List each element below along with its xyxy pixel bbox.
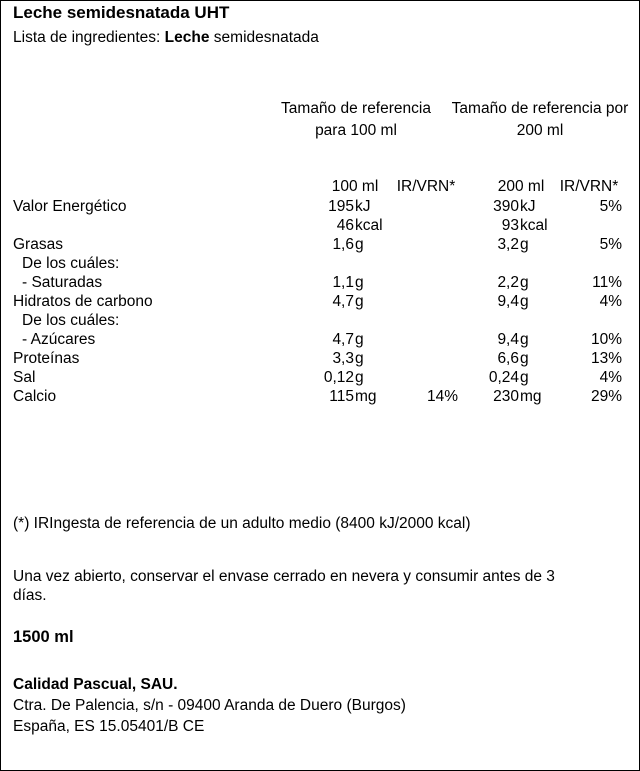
unit-200: g [520, 369, 529, 386]
unit-200: g [520, 350, 529, 367]
value-200: 9,4 [497, 293, 519, 310]
row-label: Sal [13, 369, 36, 386]
unit-200: g [520, 331, 529, 348]
product-title: Leche semidesnatada UHT [13, 3, 230, 22]
value-200: 6,6 [497, 350, 519, 367]
unit-100: kJ [355, 198, 371, 215]
value-200: 230 [493, 388, 519, 405]
header-ref-100-line1: Tamaño de referencia [281, 100, 431, 117]
row-label: Grasas [13, 236, 63, 253]
value-200: 9,4 [497, 331, 519, 348]
company-name: Calidad Pascual, SAU. [13, 676, 178, 693]
value-200: 390 [493, 198, 519, 215]
ir-200: 11% [592, 274, 622, 291]
unit-100: g [355, 274, 364, 291]
net-volume: 1500 ml [13, 628, 74, 646]
col-header-200ml: 200 ml [497, 178, 545, 195]
row-label: Valor Energético [13, 198, 127, 215]
row-label-sub: De los cuáles: [22, 312, 120, 329]
unit-100: g [355, 350, 364, 367]
ir-200: 4% [599, 369, 622, 386]
unit-100: g [355, 369, 364, 386]
ir-200: 5% [599, 198, 622, 215]
value-100: 115 [329, 388, 354, 405]
value-100: 46 [336, 217, 354, 234]
storage-instructions-line1: Una vez abierto, conservar el envase cerrado en nevera y consumir antes de 3 [13, 568, 555, 585]
ir-200: 10% [590, 331, 622, 348]
company-country-registry: España, ES 15.05401/B CE [13, 718, 205, 735]
value-100: 195 [328, 198, 354, 215]
unit-100: mg [355, 388, 377, 405]
row-label: Hidratos de carbono [13, 293, 153, 310]
value-200: 93 [501, 217, 519, 234]
unit-200: g [520, 293, 529, 310]
unit-200: kJ [520, 198, 536, 215]
value-100: 1,1 [332, 274, 354, 291]
company-address: Ctra. De Palencia, s/n - 09400 Aranda de Duero (Burgos) [13, 697, 406, 714]
ir-200: 5% [599, 236, 622, 253]
value-100: 0,12 [323, 369, 354, 386]
header-ref-200 [444, 98, 636, 142]
unit-100: kcal [355, 217, 383, 234]
ingredients-rest: semidesnatada [213, 29, 319, 46]
value-100: 1,6 [332, 236, 354, 253]
unit-100: g [355, 236, 364, 253]
col-header-irvrn-1: IR/VRN* [396, 178, 456, 195]
ingredients-main: Leche [164, 29, 210, 46]
unit-200: mg [520, 388, 542, 405]
ingredients-label: Lista de ingredientes: [13, 29, 161, 46]
ir-200: 4% [599, 293, 622, 310]
unit-100: g [355, 293, 364, 310]
footnote: (*) IRIngesta de referencia de un adulto medio (8400 kJ/2000 kcal) [13, 515, 471, 532]
ingredients-line [13, 29, 319, 47]
header-ref-200-line1: Tamaño de referencia por [451, 100, 629, 117]
storage-instructions-line2: días. [13, 587, 47, 604]
row-label: Calcio [13, 388, 57, 405]
ir-200: 29% [590, 388, 622, 405]
row-label: Proteínas [13, 350, 80, 367]
value-200: 2,2 [497, 274, 519, 291]
col-header-irvrn-2: IR/VRN* [559, 178, 619, 195]
row-label-sub: - Azúcares [22, 331, 96, 348]
value-100: 3,3 [332, 350, 354, 367]
unit-200: kcal [520, 217, 548, 234]
ir-200: 13% [590, 350, 622, 367]
row-label-sub: De los cuáles: [22, 255, 120, 272]
header-ref-200-line2: 200 ml [516, 122, 564, 139]
unit-200: g [520, 236, 529, 253]
col-header-100ml: 100 ml [331, 178, 379, 195]
value-100: 4,7 [332, 331, 354, 348]
value-200: 3,2 [497, 236, 519, 253]
row-label-sub: - Saturadas [22, 274, 103, 291]
value-200: 0,24 [488, 369, 519, 386]
unit-200: g [520, 274, 529, 291]
header-ref-100 [270, 98, 442, 142]
header-ref-100-line2: para 100 ml [315, 122, 397, 139]
unit-100: g [355, 331, 364, 348]
value-100: 4,7 [332, 293, 354, 310]
ir-100: 14% [426, 388, 458, 405]
